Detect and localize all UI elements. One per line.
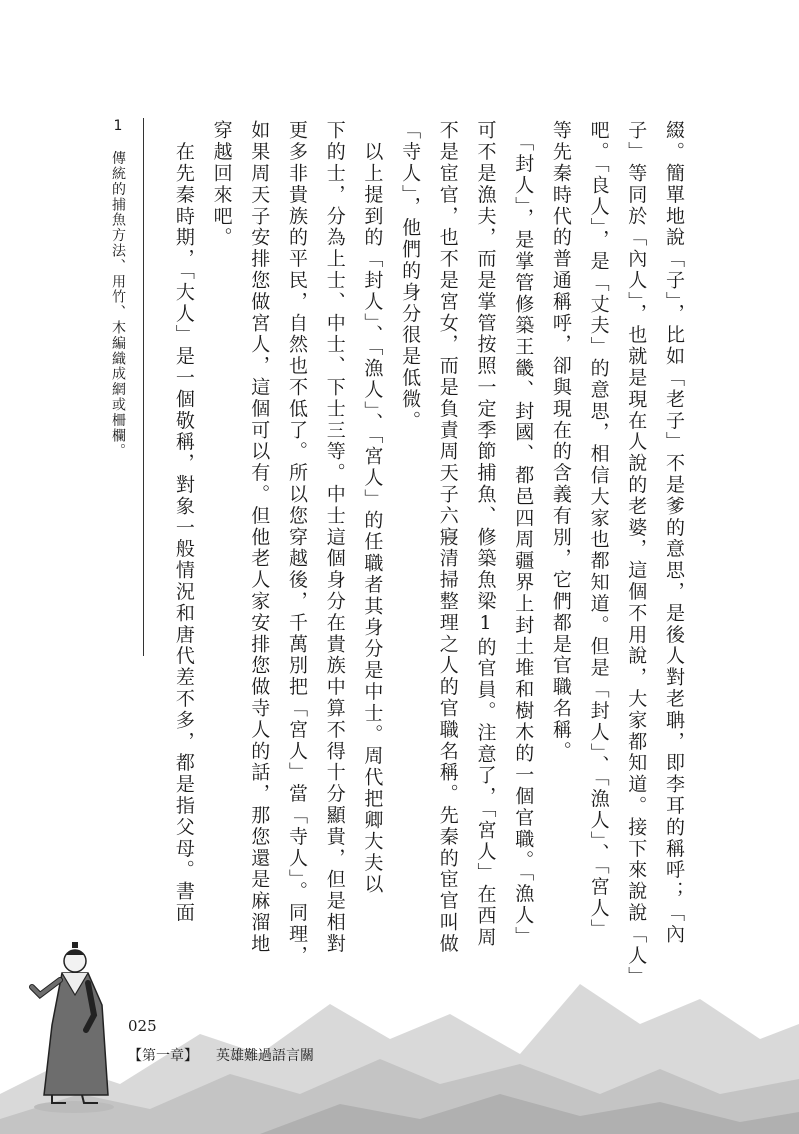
text-column: 不是宦官，也不是宮女，而是負責周天子六寢清掃整理之人的官職名稱。先秦的宦官叫做 xyxy=(436,120,459,955)
text-column: 穿越回來吧。 xyxy=(210,120,233,249)
text-column: 可不是漁夫，而是掌管按照一定季節捕魚、修築魚梁1的官員。注意了，「宮人」在西周 xyxy=(474,120,497,949)
footnote: 1 傳統的捕魚方法、用竹、木編織成網或柵欄。 xyxy=(110,118,126,459)
page-number: 025 xyxy=(128,1017,157,1035)
text-column: 如果周天子安排您做宮人，這個可以有。但他老人家安排您做寺人的話，那您還是麻溜地 xyxy=(248,120,271,955)
scholar-figure-icon xyxy=(22,935,122,1115)
text-column: 「封人」，是掌管修築王畿、封國、都邑四周疆界上封土堆和樹木的一個官職。「漁人」 xyxy=(512,120,535,948)
footnote-rule xyxy=(143,118,144,656)
text-column: 在先秦時期，「大人」是一個敬稱，對象一般情況和唐代差不多，都是指父母。書面 xyxy=(172,120,195,924)
text-column: 「寺人」，他們的身分很是低微。 xyxy=(399,120,422,432)
text-column: 下的士，分為上士、中士、下士三等。中士這個身分在貴族中算不得十分顯貴，但是相對 xyxy=(323,120,346,955)
chapter-title: 英雄難過語言關 xyxy=(216,1048,314,1064)
chapter-label: 【第一章】 xyxy=(128,1048,198,1064)
text-column: 等先秦時代的普通稱呼，卻與現在的含義有別，它們都是官職名稱。 xyxy=(549,120,572,762)
text-column: 更多非貴族的平民，自然也不低了。所以您穿越後，千萬別把「宮人」當「寺人」。同理， xyxy=(286,120,308,967)
text-column: 以上提到的「封人」、「漁人」、「宮人」的任職者其身分是中士。周代把卿大夫以 xyxy=(361,120,384,896)
text-column: 綴。簡單地說「子」，比如「老子」不是爹的意思，是後人對老聃，即李耳的稱呼；「內 xyxy=(663,120,685,946)
text-column: 吧。「良人」，是「丈夫」的意思，相信大家也都知道。但是「封人」、「漁人」、「宮人」 xyxy=(587,120,610,941)
text-column: 子」等同於「內人」，也就是現在人說的老婆，這個不用說，大家都知道。接下來說說「人」 xyxy=(625,120,648,988)
running-footer xyxy=(128,1045,314,1065)
